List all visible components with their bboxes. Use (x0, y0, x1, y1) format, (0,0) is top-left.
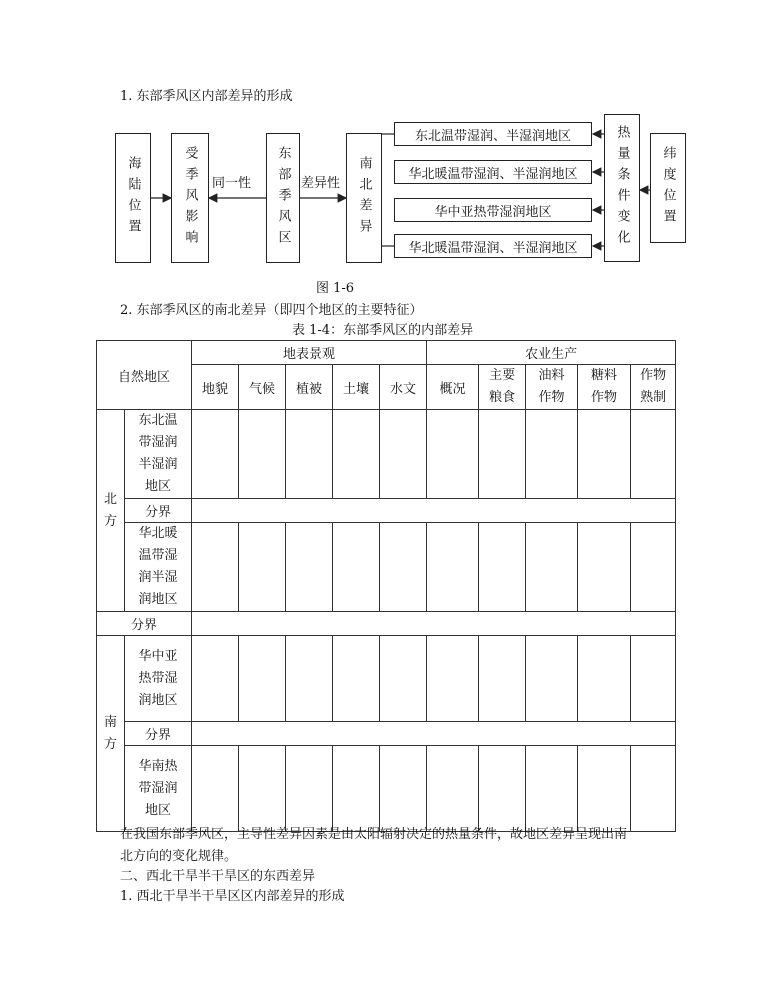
header-col: 气候 (239, 365, 286, 410)
box-dongbu-jifengqu: 东部季风区 (266, 133, 300, 263)
header-col: 主要粮食 (479, 365, 526, 410)
box-region-4: 华北暖温带湿润、半湿润地区 (394, 234, 592, 258)
table-caption: 表 1-4：东部季风区的内部差异 (292, 323, 474, 338)
row-label-south: 南方 (97, 636, 125, 832)
row-label-fenjie-1: 分界 (125, 499, 192, 523)
box-region-2: 华北暖温带湿润、半湿润地区 (394, 160, 592, 184)
box-reliang-tiaojian: 热量条件变化 (604, 114, 640, 262)
header-agriculture: 农业生产 (427, 341, 676, 365)
header-col: 作物熟制 (631, 365, 676, 410)
label-chayixing: 差异性 (301, 172, 340, 191)
header-col: 植被 (286, 365, 333, 410)
header-col: 水文 (380, 365, 427, 410)
section-heading-3: 二、西北干旱半干旱区的东西差异 (120, 869, 316, 884)
differences-table (96, 340, 676, 832)
section-heading-1: 1. 东部季风区内部差异的形成 (120, 89, 293, 104)
box-weidu-weizhi: 纬度位置 (650, 133, 686, 243)
row-label-fenjie-mid: 分界 (97, 612, 192, 636)
row-label-huabei: 华北暖温带湿润半湿润地区 (125, 523, 192, 612)
box-haiyu-weizhi: 海陆位置 (115, 133, 151, 263)
section-heading-4: 1. 西北干旱半干旱区区内部差异的形成 (120, 889, 345, 904)
header-natural-region: 自然地区 (97, 341, 192, 410)
box-region-1: 东北温带湿润、半湿润地区 (394, 122, 592, 146)
label-tongyixing: 同一性 (212, 172, 251, 191)
row-label-dongbei: 东北温带湿润半湿润地区 (125, 410, 192, 499)
row-label-huazhong: 华中亚热带湿润地区 (125, 636, 192, 722)
figure-caption: 图 1-6 (316, 281, 355, 296)
header-col: 地貌 (192, 365, 239, 410)
row-label-fenjie-2: 分界 (125, 722, 192, 746)
header-col: 土壤 (333, 365, 380, 410)
header-landscape: 地表景观 (192, 341, 427, 365)
box-shou-jifeng: 受季风影响 (171, 133, 209, 263)
header-col: 概况 (427, 365, 479, 410)
paragraph-line-2: 北方向的变化规律。 (120, 849, 238, 864)
paragraph-line-1: 在我国东部季风区，主导性差异因素是由太阳辐射决定的热量条件，故地区差异呈现出南 (120, 827, 628, 842)
section-heading-2: 2. 东部季风区的南北差异（即四个地区的主要特征） (120, 303, 423, 318)
box-region-3: 华中亚热带湿润地区 (394, 198, 592, 222)
box-nanbei-chayi: 南北差异 (346, 133, 382, 263)
row-label-north: 北方 (97, 410, 125, 612)
header-col: 油料作物 (526, 365, 578, 410)
header-col: 糖料作物 (578, 365, 631, 410)
row-label-huanan: 华南热带湿润地区 (125, 746, 192, 832)
